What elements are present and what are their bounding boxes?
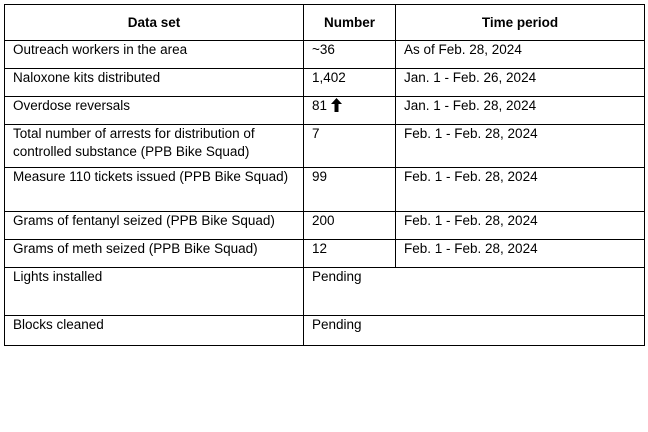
number-cell: 12 — [304, 240, 396, 268]
dataset-cell: Grams of meth seized (PPB Bike Squad) — [5, 240, 304, 268]
period-cell: Feb. 1 - Feb. 28, 2024 — [396, 240, 645, 268]
table-header — [5, 5, 645, 41]
header-row — [5, 5, 645, 41]
dataset-cell: Grams of fentanyl seized (PPB Bike Squad) — [5, 212, 304, 240]
data-table — [4, 4, 645, 346]
period-cell: Jan. 1 - Feb. 26, 2024 — [396, 69, 645, 97]
table-row — [5, 212, 645, 240]
table-row — [5, 97, 645, 125]
dataset-cell: Naloxone kits distributed — [5, 69, 304, 97]
dataset-cell: Total number of arrests for distribution of controlled substance (PPB Bike Squad) — [5, 125, 304, 168]
header-number: Number — [304, 5, 396, 41]
status-cell: Pending — [304, 316, 645, 346]
number-cell: 7 — [304, 125, 396, 168]
number-value: 81 — [312, 98, 328, 113]
table-row — [5, 240, 645, 268]
dataset-cell: Blocks cleaned — [5, 316, 304, 346]
table-body — [5, 41, 645, 346]
dataset-cell: Lights installed — [5, 268, 304, 316]
number-cell — [304, 97, 396, 125]
table-row — [5, 168, 645, 212]
table-row — [5, 125, 645, 168]
period-cell: As of Feb. 28, 2024 — [396, 41, 645, 69]
dataset-cell: Overdose reversals — [5, 97, 304, 125]
number-cell: 1,402 — [304, 69, 396, 97]
period-cell: Feb. 1 - Feb. 28, 2024 — [396, 212, 645, 240]
period-cell: Feb. 1 - Feb. 28, 2024 — [396, 168, 645, 212]
period-cell: Jan. 1 - Feb. 28, 2024 — [396, 97, 645, 125]
dataset-cell: Outreach workers in the area — [5, 41, 304, 69]
number-cell: 200 — [304, 212, 396, 240]
dataset-cell: Measure 110 tickets issued (PPB Bike Squad) — [5, 168, 304, 212]
period-cell: Feb. 1 - Feb. 28, 2024 — [396, 125, 645, 168]
status-cell: Pending — [304, 268, 645, 316]
table-row — [5, 268, 645, 316]
up-arrow-icon — [331, 98, 342, 112]
number-cell: 99 — [304, 168, 396, 212]
table-row — [5, 41, 645, 69]
header-data-set: Data set — [5, 5, 304, 41]
table-row — [5, 316, 645, 346]
header-time-period: Time period — [396, 5, 645, 41]
number-cell: ~36 — [304, 41, 396, 69]
table-row — [5, 69, 645, 97]
